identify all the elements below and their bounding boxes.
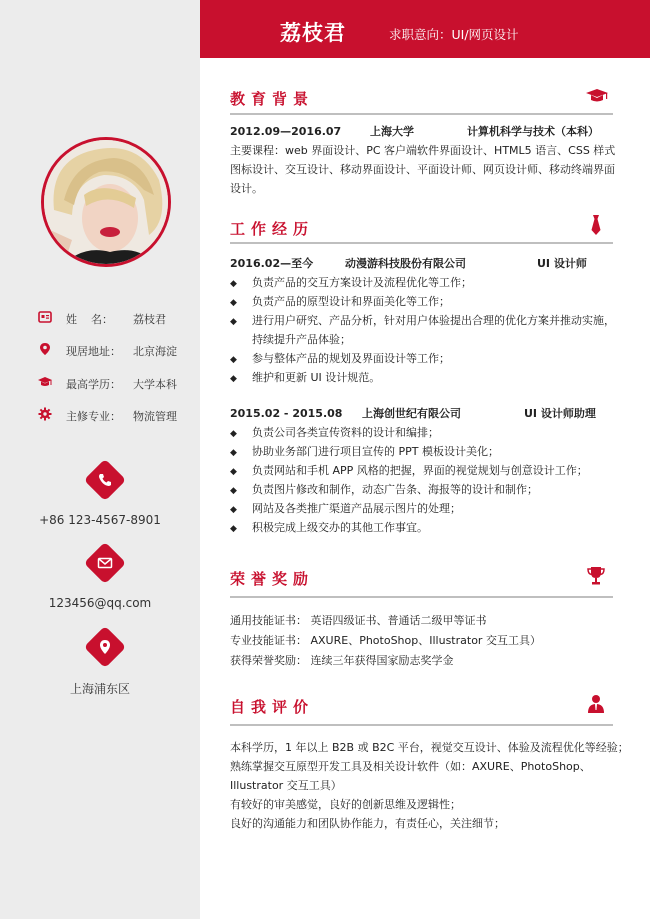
profile-row-education — [38, 375, 198, 393]
job-duty: ◆ 进行用户研究、产品分析，针对用户体验提出合理的优化方案并推动实施， — [230, 314, 615, 327]
graduation-cap-icon — [586, 88, 608, 104]
self-eval-line: 良好的沟通能力和团队协作能力，有责任心，关注细节； — [230, 817, 505, 830]
section-divider — [230, 724, 613, 726]
job-intent: 求职意向：UI/网页设计 — [389, 27, 519, 42]
section-title-honors: 荣誉奖励 — [230, 570, 315, 588]
avatar-photo — [41, 137, 171, 267]
profile-value: 北京海淀 — [133, 345, 177, 358]
self-eval-line: 有较好的审美感觉，良好的创新思维及逻辑性； — [230, 798, 461, 811]
job-duty: ◆ 负责产品的交互方案设计及流程优化等工作； — [230, 276, 472, 289]
profile-label: 现居地址： — [66, 345, 121, 358]
profile-row-name — [38, 310, 198, 328]
job-duty: ◆ 参与整体产品的规划及界面设计等工作； — [230, 352, 450, 365]
section-title-education: 教育背景 — [230, 90, 315, 108]
section-divider — [230, 113, 613, 115]
section-divider — [230, 242, 613, 244]
education-courses-line: 主要课程：web 界面设计、PC 客户端软件界面设计、HTML5 语言、CSS 样式 — [230, 144, 616, 157]
candidate-name: 荔枝君 — [280, 21, 346, 45]
home-address: 上海浦东区 — [69, 682, 130, 696]
honor-line: 专业技能证书： AXURE、PhotoShop、Illustrator 交互工具） — [230, 634, 541, 647]
education-school: 上海大学 — [370, 125, 414, 138]
section-title-self: 自我评价 — [230, 698, 315, 716]
header-banner — [200, 0, 650, 58]
education-period: 2012.09—2016.07 — [230, 125, 342, 138]
job-period: 2015.02 - 2015.08 — [230, 407, 343, 420]
job-period: 2016.02—至今 — [230, 257, 314, 270]
necktie-icon — [589, 214, 603, 236]
job-duty: ◆ 负责网站和手机 APP 风格的把握，界面的视觉规划与创意设计工作； — [230, 464, 588, 477]
job-duty: ◆ 负责产品的原型设计和界面美化等工作； — [230, 295, 450, 308]
profile-value: 大学本科 — [133, 378, 177, 391]
profile-row-address — [38, 342, 198, 360]
user-icon — [588, 694, 604, 714]
profile-value: 物流管理 — [133, 410, 177, 423]
profile-value: 荔枝君 — [133, 313, 166, 326]
education-courses-line: 设计。 — [230, 182, 263, 195]
honor-line: 获得荣誉奖励： 连续三年获得国家励志奖学金 — [230, 654, 454, 667]
graduation-cap-icon — [38, 375, 52, 389]
job-company: 上海创世纪有限公司 — [362, 407, 461, 420]
trophy-icon — [587, 566, 605, 586]
job-duty: ◆ 网站及各类推广渠道产品展示图片的处理； — [230, 502, 461, 515]
job-duty: ◆ 积极完成上级交办的其他工作事宜。 — [230, 521, 428, 534]
job-role: UI 设计师助理 — [524, 407, 596, 420]
education-major: 计算机科学与技术（本科） — [467, 125, 599, 138]
section-divider — [230, 596, 613, 598]
email-address: 123456@qq.com — [48, 596, 152, 610]
profile-label: 姓 名： — [66, 313, 113, 326]
id-card-icon — [38, 310, 52, 324]
education-courses-line: 图标设计、交互设计、移动界面设计、平面设计师、网页设计师、移动终端界面 — [230, 163, 615, 176]
job-duty: ◆ 维护和更新 UI 设计规范。 — [230, 371, 381, 384]
self-eval-line: 熟练掌握交互原型开发工具及相关设计软件（如：AXURE、PhotoShop、 — [230, 760, 591, 773]
phone-number: +86 123-4567-8901 — [39, 513, 161, 527]
location-pin-icon — [38, 342, 52, 356]
profile-label: 主修专业： — [66, 410, 121, 423]
job-company: 动漫游科技股份有限公司 — [345, 257, 466, 270]
job-duty: ◆ 负责公司各类宣传资料的设计和编排； — [230, 426, 439, 439]
gear-icon — [38, 407, 52, 421]
section-title-work: 工作经历 — [230, 220, 315, 238]
job-duty-continuation: 持续提升产品体验； — [252, 333, 351, 346]
self-eval-line: Illustrator 交互工具） — [230, 779, 342, 792]
job-duty: ◆ 协助业务部门进行项目宣传的 PPT 模板设计美化； — [230, 445, 499, 458]
job-duty: ◆ 负责图片修改和制作，动态广告条、海报等的设计和制作； — [230, 483, 538, 496]
self-eval-line: 本科学历，1 年以上 B2B 或 B2C 平台，视觉交互设计、体验及流程优化等经验； — [230, 741, 629, 754]
profile-row-major — [38, 407, 198, 425]
honor-line: 通用技能证书： 英语四级证书、普通话二级甲等证书 — [230, 614, 487, 627]
profile-label: 最高学历： — [66, 378, 121, 391]
job-role: UI 设计师 — [537, 257, 587, 270]
